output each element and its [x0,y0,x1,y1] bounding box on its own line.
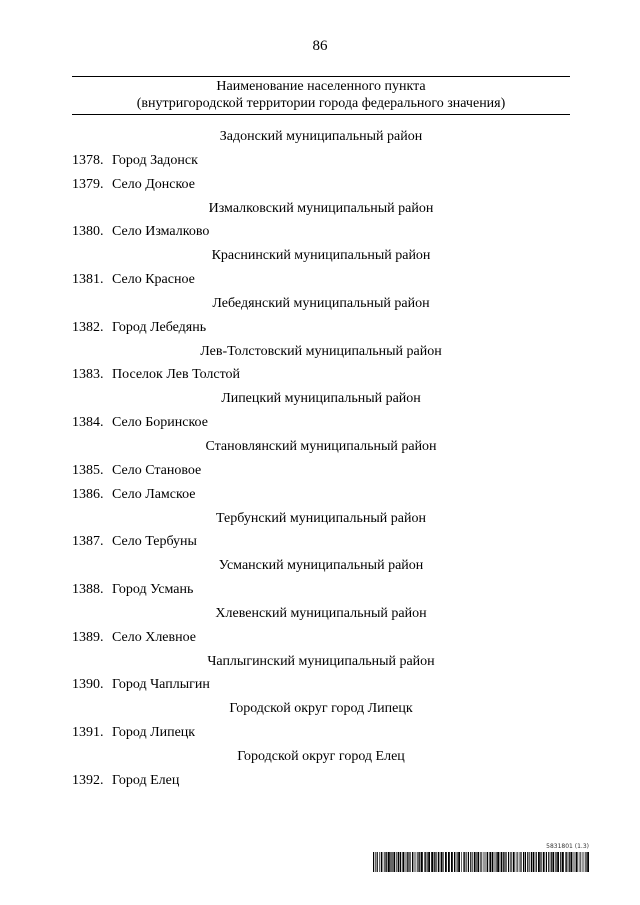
settlement-row [72,316,570,340]
settlement-name: Город Чаплыгин [112,677,210,693]
district-heading: Измалковский муниципальный район [208,200,434,216]
settlement-name: Город Усмань [112,582,194,598]
district-heading: Задонский муниципальный район [219,129,423,144]
header-subtitle: (внутригородской территории города федерального значения) [136,96,506,111]
district-heading: Тербунский муниципальный район [216,510,426,526]
settlement-row [72,673,570,697]
settlement-number: 1383. [72,367,104,383]
settlement-name: Поселок Лев Толстой [112,367,241,383]
settlement-number: 1386. [72,486,104,502]
settlement-row [72,721,570,745]
settlement-number: 1387. [72,534,104,550]
district-heading: Становлянский муниципальный район [205,438,437,454]
district-heading: Городской округ город Елец [237,748,405,764]
district-heading: Липецкий муниципальный район [221,391,421,407]
barcode-code: 5831801 (1.3) [546,843,589,850]
settlement-number: 1378. [72,152,104,168]
settlement-number: 1385. [72,462,104,478]
settlement-number: 1382. [72,319,104,335]
settlement-number: 1391. [72,725,104,741]
header-title: Наименование населенного пункта [216,79,426,94]
settlement-row [72,530,570,554]
page-number: 86 [312,38,328,54]
district-heading: Хлевенский муниципальный район [215,605,427,621]
district-heading: Краснинский муниципальный район [211,248,431,264]
settlement-row [72,173,570,197]
settlement-number: 1384. [72,415,104,431]
settlement-name: Село Красное [112,272,195,288]
settlement-list [72,125,570,793]
settlement-row [72,268,570,292]
district-heading: Лебедянский муниципальный район [212,295,430,311]
settlement-name: Город Елец [112,772,180,788]
table-header [72,76,570,115]
settlement-number: 1389. [72,629,104,645]
settlement-row [72,459,570,483]
settlement-row [72,220,570,244]
district-heading: Усманский муниципальный район [218,558,424,574]
settlement-name: Село Боринское [112,415,208,431]
settlement-number: 1390. [72,677,104,693]
settlement-name: Город Липецк [112,725,196,741]
settlement-row [72,578,570,602]
settlement-name: Село Донское [112,176,195,192]
settlement-name: Село Ламское [112,486,196,502]
district-heading: Чаплыгинский муниципальный район [207,653,435,669]
settlement-name: Село Тербуны [112,534,197,550]
settlement-row [72,483,570,507]
settlement-row [72,626,570,650]
settlement-number: 1379. [72,176,104,192]
settlement-row [72,149,570,173]
barcode-block [373,843,589,872]
settlement-number: 1381. [72,272,104,288]
district-heading: Городской округ город Липецк [229,701,413,717]
barcode-image [373,852,589,872]
settlement-name: Село Хлевное [112,629,197,645]
settlement-number: 1392. [72,772,104,788]
settlement-name: Город Задонск [112,152,198,168]
settlement-number: 1388. [72,582,104,598]
settlement-number: 1380. [72,224,104,240]
district-heading: Лев-Толстовский муниципальный район [200,343,442,359]
settlement-name: Село Измалково [112,224,210,240]
settlement-name: Город Лебедянь [112,319,207,335]
settlement-row [72,769,570,793]
settlement-row [72,363,570,387]
settlement-row [72,411,570,435]
settlement-name: Село Становое [112,462,202,478]
